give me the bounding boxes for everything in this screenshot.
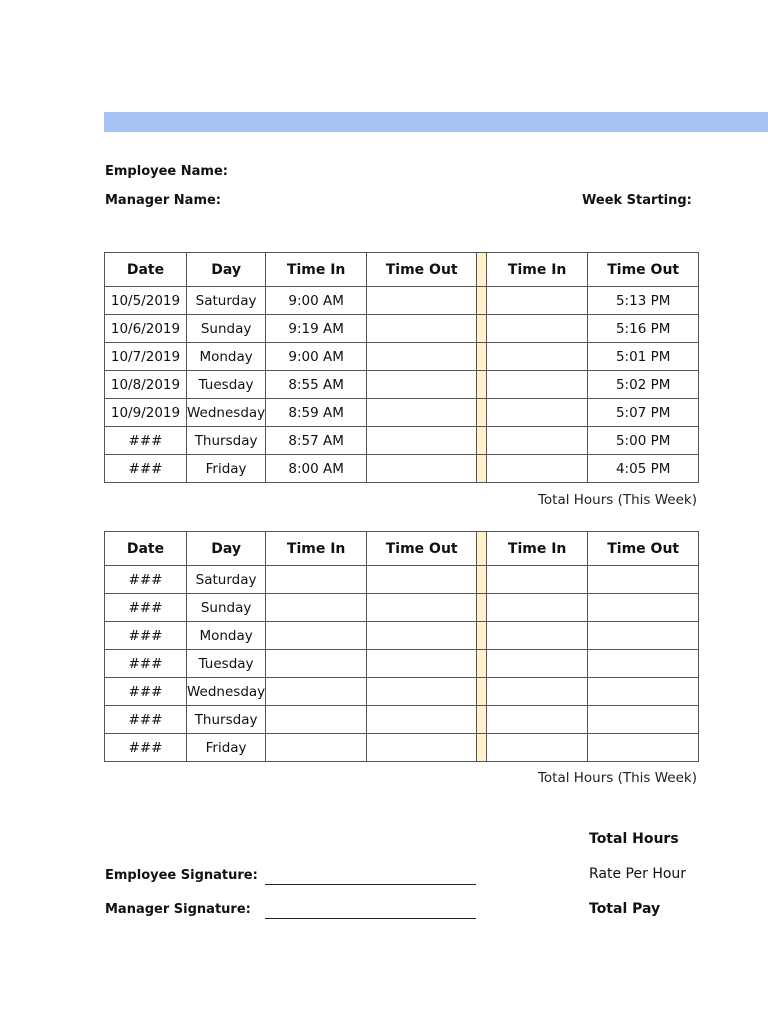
cell-time-in[interactable]: 9:00 AM <box>266 343 367 371</box>
cell-time-out-2[interactable]: 5:16 PM <box>588 315 699 343</box>
cell-time-in[interactable] <box>266 622 367 650</box>
cell-separator <box>477 455 487 483</box>
column-header-time-out: Time Out <box>367 253 477 287</box>
cell-time-in[interactable]: 8:00 AM <box>266 455 367 483</box>
cell-time-in[interactable] <box>266 678 367 706</box>
cell-day[interactable]: Wednesday <box>187 399 266 427</box>
column-header-time-out: Time Out <box>367 532 477 566</box>
week2-table-body <box>105 532 699 762</box>
cell-time-out-2[interactable] <box>588 706 699 734</box>
cell-time-in[interactable] <box>266 594 367 622</box>
cell-time-out-2[interactable] <box>588 594 699 622</box>
cell-day[interactable]: Monday <box>187 622 266 650</box>
column-header-date: Date <box>105 532 187 566</box>
cell-date[interactable]: ### <box>105 594 187 622</box>
cell-time-out[interactable] <box>367 594 477 622</box>
cell-time-out-2[interactable] <box>588 734 699 762</box>
cell-day[interactable]: Thursday <box>187 706 266 734</box>
cell-time-in[interactable] <box>266 734 367 762</box>
cell-time-out-2[interactable] <box>588 622 699 650</box>
table-row <box>105 706 699 734</box>
total-pay-label: Total Pay <box>589 901 661 917</box>
column-header-time-in: Time In <box>266 253 367 287</box>
cell-day[interactable]: Tuesday <box>187 650 266 678</box>
cell-time-out-2[interactable]: 5:13 PM <box>588 287 699 315</box>
table-header-row <box>105 532 699 566</box>
cell-time-out-2[interactable] <box>588 650 699 678</box>
column-header-day: Day <box>187 532 266 566</box>
cell-time-in[interactable]: 9:00 AM <box>266 287 367 315</box>
column-header-separator <box>477 253 487 287</box>
cell-date[interactable]: ### <box>105 622 187 650</box>
employee-name-label: Employee Name: <box>105 164 228 179</box>
cell-day[interactable]: Tuesday <box>187 371 266 399</box>
cell-time-in-2[interactable] <box>487 678 588 706</box>
table-row <box>105 371 699 399</box>
cell-separator <box>477 371 487 399</box>
table-row <box>105 594 699 622</box>
cell-time-out[interactable] <box>367 427 477 455</box>
cell-day[interactable]: Thursday <box>187 427 266 455</box>
cell-separator <box>477 343 487 371</box>
cell-date[interactable]: 10/7/2019 <box>105 343 187 371</box>
cell-time-out[interactable] <box>367 566 477 594</box>
cell-day[interactable]: Friday <box>187 455 266 483</box>
employee-signature-label: Employee Signature: <box>105 868 258 883</box>
cell-time-in-2[interactable] <box>487 622 588 650</box>
week2-total-hours-label: Total Hours (This Week) <box>537 770 697 786</box>
cell-time-in-2[interactable] <box>487 650 588 678</box>
cell-day[interactable]: Monday <box>187 343 266 371</box>
cell-date[interactable]: ### <box>105 455 187 483</box>
cell-time-out[interactable] <box>367 650 477 678</box>
manager-signature-label: Manager Signature: <box>105 902 251 917</box>
cell-day[interactable]: Saturday <box>187 287 266 315</box>
table-row <box>105 734 699 762</box>
cell-date[interactable]: 10/6/2019 <box>105 315 187 343</box>
cell-time-in[interactable] <box>266 706 367 734</box>
cell-date[interactable]: ### <box>105 734 187 762</box>
cell-time-in-2[interactable] <box>487 399 588 427</box>
cell-time-in[interactable]: 8:59 AM <box>266 399 367 427</box>
cell-separator <box>477 650 487 678</box>
cell-time-in[interactable] <box>266 566 367 594</box>
table-row <box>105 566 699 594</box>
cell-time-out-2[interactable]: 4:05 PM <box>588 455 699 483</box>
cell-date[interactable]: 10/5/2019 <box>105 287 187 315</box>
column-header-time-in: Time In <box>266 532 367 566</box>
week1-total-hours-label: Total Hours (This Week) <box>537 492 697 508</box>
cell-date[interactable]: ### <box>105 706 187 734</box>
cell-separator <box>477 287 487 315</box>
cell-time-in-2[interactable] <box>487 734 588 762</box>
cell-time-in-2[interactable] <box>487 566 588 594</box>
cell-time-out[interactable] <box>367 399 477 427</box>
cell-time-out[interactable] <box>367 706 477 734</box>
employee-signature-line[interactable] <box>265 884 476 885</box>
cell-time-in-2[interactable] <box>487 315 588 343</box>
table-row <box>105 622 699 650</box>
cell-day[interactable]: Sunday <box>187 594 266 622</box>
cell-separator <box>477 566 487 594</box>
cell-time-in-2[interactable] <box>487 427 588 455</box>
cell-time-out[interactable] <box>367 622 477 650</box>
table-header-row <box>105 253 699 287</box>
cell-time-out[interactable] <box>367 371 477 399</box>
cell-date[interactable]: ### <box>105 678 187 706</box>
cell-separator <box>477 706 487 734</box>
column-header-time-out-2: Time Out <box>588 253 699 287</box>
title-band <box>104 112 768 132</box>
cell-date[interactable]: 10/8/2019 <box>105 371 187 399</box>
cell-separator <box>477 315 487 343</box>
cell-time-in-2[interactable] <box>487 371 588 399</box>
cell-time-out[interactable] <box>367 734 477 762</box>
cell-time-in-2[interactable] <box>487 343 588 371</box>
manager-signature-line[interactable] <box>265 918 476 919</box>
cell-day[interactable]: Friday <box>187 734 266 762</box>
cell-time-out-2[interactable]: 5:02 PM <box>588 371 699 399</box>
table-row <box>105 678 699 706</box>
cell-time-in[interactable]: 8:57 AM <box>266 427 367 455</box>
cell-separator <box>477 399 487 427</box>
cell-time-out-2[interactable]: 5:00 PM <box>588 427 699 455</box>
column-header-time-in-2: Time In <box>487 253 588 287</box>
table-row <box>105 315 699 343</box>
cell-time-in-2[interactable] <box>487 594 588 622</box>
cell-separator <box>477 594 487 622</box>
week2-timesheet-table <box>104 531 699 762</box>
week1-timesheet-table <box>104 252 699 483</box>
cell-date[interactable]: 10/9/2019 <box>105 399 187 427</box>
cell-separator <box>477 622 487 650</box>
cell-time-out[interactable] <box>367 315 477 343</box>
cell-time-in-2[interactable] <box>487 706 588 734</box>
total-hours-label: Total Hours <box>589 831 679 847</box>
cell-time-out[interactable] <box>367 287 477 315</box>
cell-time-in[interactable]: 9:19 AM <box>266 315 367 343</box>
cell-time-out[interactable] <box>367 678 477 706</box>
cell-time-out-2[interactable] <box>588 566 699 594</box>
cell-separator <box>477 678 487 706</box>
cell-time-out-2[interactable]: 5:07 PM <box>588 399 699 427</box>
cell-time-out-2[interactable]: 5:01 PM <box>588 343 699 371</box>
cell-time-out-2[interactable] <box>588 678 699 706</box>
cell-date[interactable]: ### <box>105 427 187 455</box>
cell-date[interactable]: ### <box>105 650 187 678</box>
rate-per-hour-label: Rate Per Hour <box>589 866 687 882</box>
cell-time-out[interactable] <box>367 343 477 371</box>
cell-day[interactable]: Sunday <box>187 315 266 343</box>
table-row <box>105 650 699 678</box>
column-header-separator <box>477 532 487 566</box>
table-row <box>105 287 699 315</box>
cell-time-in-2[interactable] <box>487 287 588 315</box>
table-row <box>105 343 699 371</box>
column-header-time-out-2: Time Out <box>588 532 699 566</box>
manager-name-label: Manager Name: <box>105 193 222 208</box>
week-starting-label: Week Starting: <box>582 193 692 208</box>
cell-separator <box>477 427 487 455</box>
column-header-day: Day <box>187 253 266 287</box>
cell-time-in[interactable]: 8:55 AM <box>266 371 367 399</box>
cell-time-in[interactable] <box>266 650 367 678</box>
cell-date[interactable]: ### <box>105 566 187 594</box>
cell-time-out[interactable] <box>367 455 477 483</box>
cell-separator <box>477 734 487 762</box>
column-header-date: Date <box>105 253 187 287</box>
table-row <box>105 455 699 483</box>
cell-day[interactable]: Saturday <box>187 566 266 594</box>
week1-table-body <box>105 253 699 483</box>
cell-time-in-2[interactable] <box>487 455 588 483</box>
table-row <box>105 399 699 427</box>
column-header-time-in-2: Time In <box>487 532 588 566</box>
cell-day[interactable]: Wednesday <box>187 678 266 706</box>
table-row <box>105 427 699 455</box>
